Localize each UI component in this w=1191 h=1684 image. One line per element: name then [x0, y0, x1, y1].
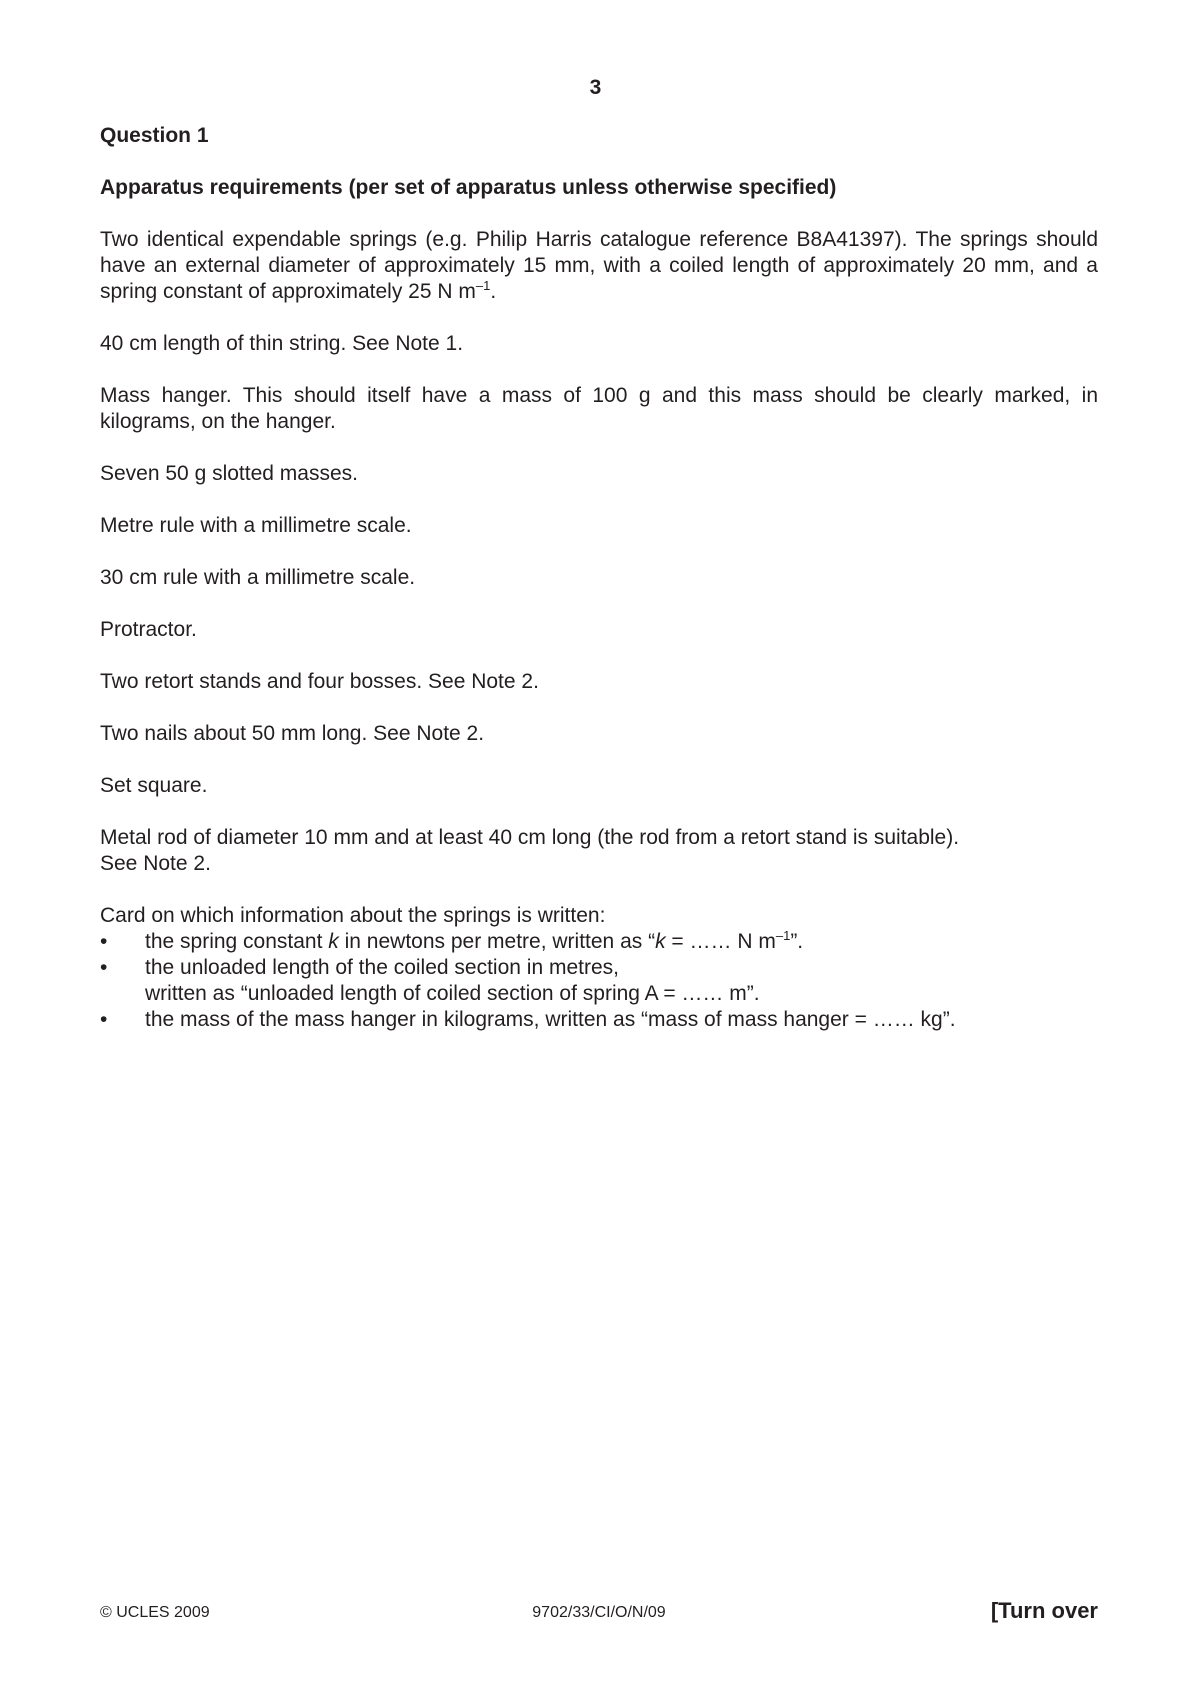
paper-code: 9702/33/CI/O/N/09 [532, 1604, 666, 1621]
card-intro: Card on which information about the springs is written: [100, 904, 606, 927]
list-item [100, 1007, 1098, 1033]
bullet-icon: • [100, 956, 108, 979]
set-square-item: Set square. [100, 774, 208, 797]
question-content [100, 123, 1098, 1033]
question-title: Question 1 [100, 124, 209, 147]
card-info-block [100, 903, 1098, 1033]
metal-rod-line-1: Metal rod of diameter 10 mm and at least 40 cm long (the rod from a retort stand is suitable). [100, 826, 960, 849]
bullet1-end: ”. [790, 930, 804, 953]
unit-exponent: –1 [775, 928, 791, 943]
page-number: 3 [589, 76, 602, 99]
springs-unit-exponent: –1 [475, 278, 491, 293]
springs-end: . [490, 280, 497, 303]
springs-item [100, 227, 1098, 305]
bullet-icon: • [100, 930, 108, 953]
turn-over-label: [Turn over [990, 1598, 1098, 1623]
springs-text: Two identical expendable springs (e.g. Philip Harris catalogue reference B8A41397). The springs should have an external diameter of approximately 15 mm, with a coiled length of approximately 20 mm, and a spring constant of approximately 25 N m [100, 228, 1098, 303]
list-item [100, 955, 1098, 1007]
list-item [100, 929, 1098, 955]
symbol-k: k [655, 930, 666, 953]
protractor-item: Protractor. [100, 618, 197, 641]
bullet2-line-1: the unloaded length of the coiled section in metres, [145, 956, 619, 979]
nails-item: Two nails about 50 mm long. See Note 2. [100, 722, 485, 745]
bullet1-pre: the spring constant [145, 930, 329, 953]
mass-hanger-item: Mass hanger. This should itself have a mass of 100 g and this mass should be clearly marked, in kilograms, on the hanger. [100, 384, 1098, 433]
retort-stands-item: Two retort stands and four bosses. See Note 2. [100, 670, 539, 693]
bullet1-mid: in newtons per metre, written as “ [338, 930, 656, 953]
page-footer [100, 1598, 1098, 1628]
metre-rule-item: Metre rule with a millimetre scale. [100, 514, 412, 537]
short-rule-item: 30 cm rule with a millimetre scale. [100, 566, 416, 589]
symbol-k: k [328, 930, 339, 953]
bullet2-line-2: written as “unloaded length of coiled section of spring A = …… m”. [145, 982, 760, 1005]
copyright-notice: © UCLES 2009 [100, 1604, 210, 1621]
slotted-masses-item: Seven 50 g slotted masses. [100, 462, 358, 485]
string-item: 40 cm length of thin string. See Note 1. [100, 332, 464, 355]
card-bullet-list [100, 929, 1098, 1033]
metal-rod-item [100, 825, 1098, 877]
bullet1-post: = …… N m [665, 930, 776, 953]
apparatus-heading: Apparatus requirements (per set of apparatus unless otherwise specified) [100, 176, 837, 199]
metal-rod-line-2: See Note 2. [100, 852, 211, 875]
bullet3-text: the mass of the mass hanger in kilograms, written as “mass of mass hanger = …… kg”. [145, 1008, 956, 1031]
bullet-icon: • [100, 1008, 108, 1031]
